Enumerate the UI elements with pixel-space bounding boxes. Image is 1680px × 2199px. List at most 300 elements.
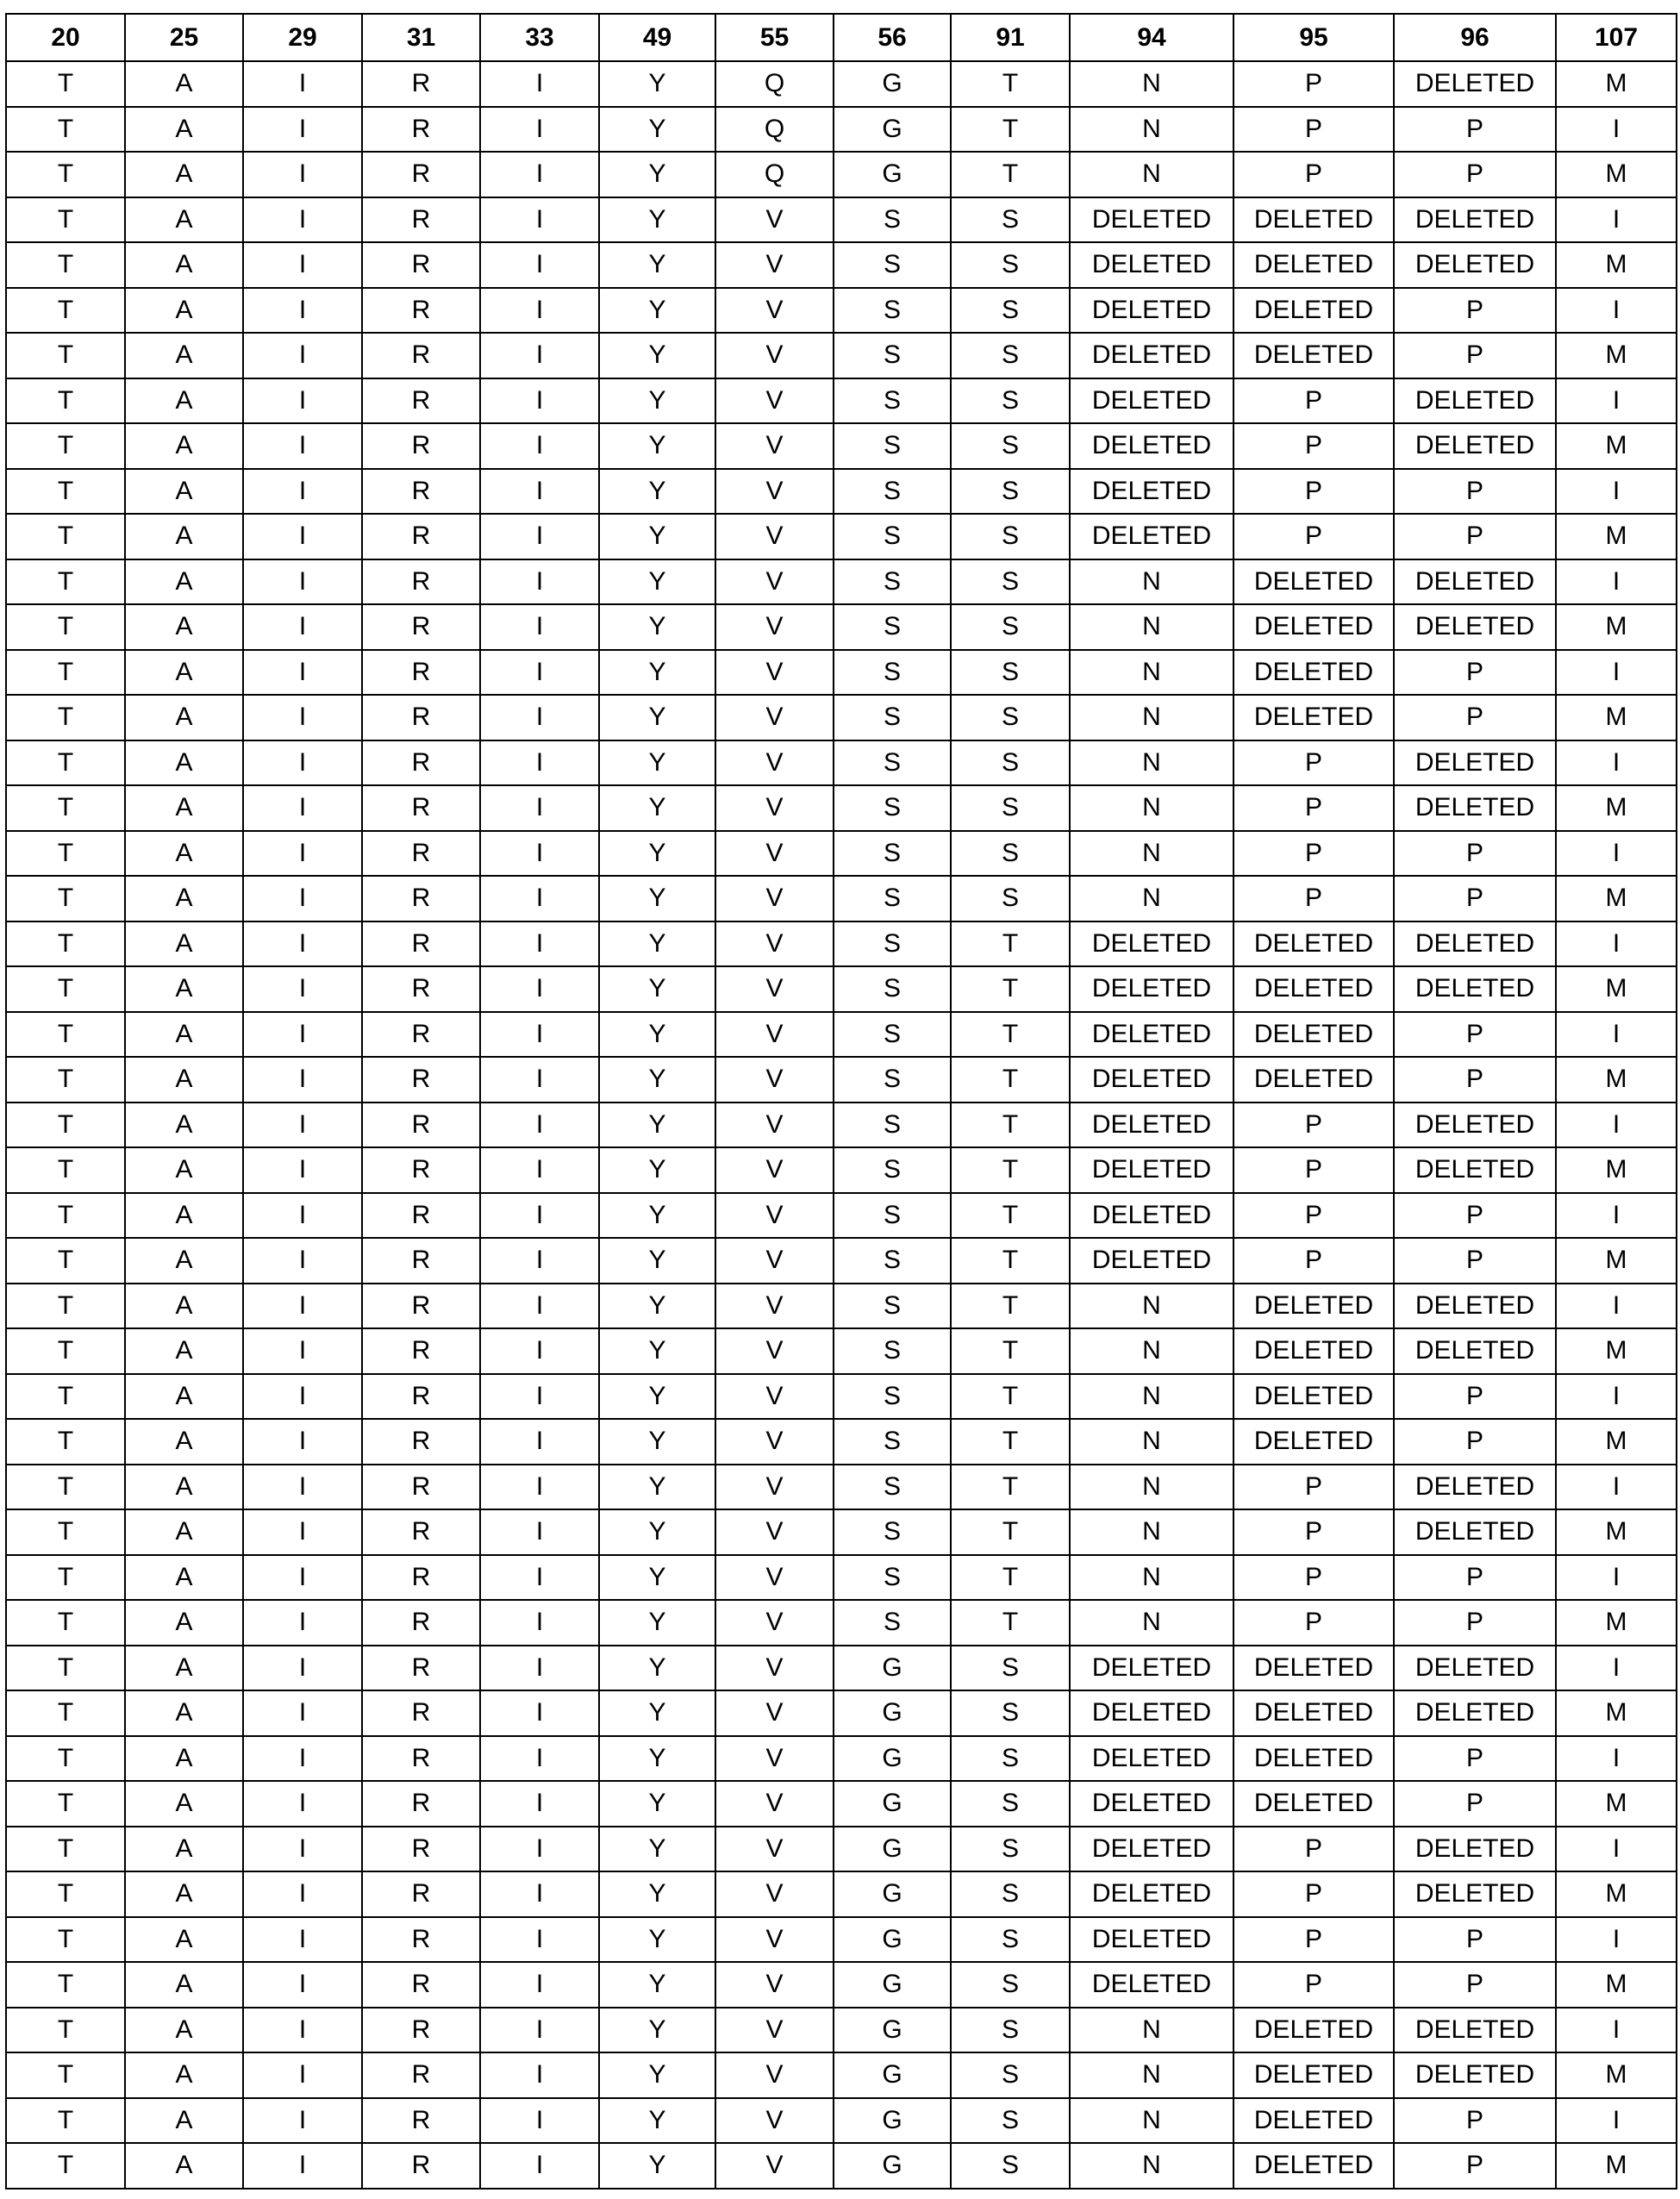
table-cell: R: [362, 514, 480, 559]
table-cell: A: [125, 1827, 243, 1872]
table-cell: P: [1394, 1736, 1556, 1782]
table-cell: I: [243, 423, 362, 469]
table-cell: P: [1233, 1238, 1394, 1284]
table-cell: A: [125, 966, 243, 1012]
table-cell: S: [951, 469, 1070, 515]
table-cell: T: [6, 1012, 125, 1058]
table-cell: A: [125, 333, 243, 378]
table-cell: A: [125, 242, 243, 288]
table-cell: V: [715, 1193, 834, 1239]
table-cell: V: [715, 740, 834, 786]
table-cell: G: [834, 1827, 951, 1872]
table-cell: DELETED: [1070, 1193, 1233, 1239]
table-cell: I: [243, 1781, 362, 1827]
table-cell: Y: [599, 1509, 715, 1555]
table-cell: I: [243, 1827, 362, 1872]
table-row: [6, 1238, 1677, 1284]
table-cell: DELETED: [1070, 423, 1233, 469]
table-row: [6, 876, 1677, 921]
column-header: 91: [951, 14, 1070, 61]
table-cell: P: [1394, 1962, 1556, 2008]
table-cell: S: [834, 469, 951, 515]
table-cell: DELETED: [1233, 1374, 1394, 1420]
table-cell: I: [480, 152, 599, 197]
table-cell: T: [6, 1646, 125, 1691]
table-cell: I: [480, 695, 599, 740]
table-cell: T: [6, 197, 125, 243]
table-row: [6, 152, 1677, 197]
table-cell: I: [480, 1781, 599, 1827]
table-cell: Y: [599, 876, 715, 921]
table-cell: I: [480, 242, 599, 288]
table-cell: S: [951, 333, 1070, 378]
table-cell: Y: [599, 2008, 715, 2053]
table-cell: I: [1556, 107, 1677, 153]
table-cell: T: [951, 1103, 1070, 1148]
table-cell: P: [1394, 831, 1556, 877]
table-cell: S: [834, 1238, 951, 1284]
table-cell: I: [243, 288, 362, 334]
table-cell: V: [715, 785, 834, 831]
table-cell: S: [834, 1147, 951, 1193]
table-cell: S: [834, 197, 951, 243]
table-cell: DELETED: [1233, 2052, 1394, 2098]
table-cell: I: [243, 966, 362, 1012]
table-cell: DELETED: [1394, 966, 1556, 1012]
table-cell: T: [6, 921, 125, 967]
column-header: 55: [715, 14, 834, 61]
table-cell: S: [951, 1690, 1070, 1736]
column-header: 95: [1233, 14, 1394, 61]
table-cell: S: [834, 242, 951, 288]
table-cell: A: [125, 921, 243, 967]
table-cell: DELETED: [1233, 288, 1394, 334]
table-cell: S: [834, 1103, 951, 1148]
table-cell: N: [1070, 831, 1233, 877]
table-cell: P: [1233, 1509, 1394, 1555]
table-cell: R: [362, 2098, 480, 2144]
table-cell: DELETED: [1070, 1012, 1233, 1058]
table-row: [6, 469, 1677, 515]
table-cell: Y: [599, 1962, 715, 2008]
table-cell: P: [1394, 333, 1556, 378]
table-row: [6, 333, 1677, 378]
table-cell: V: [715, 1827, 834, 1872]
table-cell: M: [1556, 785, 1677, 831]
table-cell: M: [1556, 1962, 1677, 2008]
table-cell: S: [951, 604, 1070, 650]
table-row: [6, 1328, 1677, 1374]
table-cell: DELETED: [1233, 197, 1394, 243]
table-cell: M: [1556, 1600, 1677, 1646]
table-cell: Y: [599, 1827, 715, 1872]
table-cell: V: [715, 695, 834, 740]
table-cell: S: [834, 1509, 951, 1555]
table-row: [6, 966, 1677, 1012]
table-cell: I: [243, 695, 362, 740]
table-cell: P: [1394, 107, 1556, 153]
table-cell: DELETED: [1233, 1646, 1394, 1691]
table-cell: V: [715, 1419, 834, 1465]
table-cell: A: [125, 876, 243, 921]
table-cell: G: [834, 1962, 951, 2008]
table-cell: DELETED: [1394, 242, 1556, 288]
table-cell: A: [125, 740, 243, 786]
table-cell: P: [1233, 1600, 1394, 1646]
table-row: [6, 1147, 1677, 1193]
table-cell: A: [125, 559, 243, 605]
table-cell: T: [6, 107, 125, 153]
table-cell: I: [1556, 197, 1677, 243]
table-cell: S: [834, 288, 951, 334]
table-row: [6, 1646, 1677, 1691]
table-cell: R: [362, 2008, 480, 2053]
table-cell: Y: [599, 1917, 715, 1963]
table-cell: DELETED: [1070, 1962, 1233, 2008]
table-row: [6, 2098, 1677, 2144]
table-cell: I: [1556, 378, 1677, 424]
table-cell: Y: [599, 333, 715, 378]
table-cell: A: [125, 1193, 243, 1239]
table-cell: Y: [599, 785, 715, 831]
table-cell: I: [480, 1917, 599, 1963]
table-cell: T: [6, 2008, 125, 2053]
table-cell: R: [362, 1600, 480, 1646]
table-cell: G: [834, 107, 951, 153]
table-cell: V: [715, 876, 834, 921]
table-cell: A: [125, 1962, 243, 2008]
table-cell: I: [1556, 1193, 1677, 1239]
table-cell: P: [1394, 1917, 1556, 1963]
table-cell: A: [125, 604, 243, 650]
table-cell: N: [1070, 61, 1233, 107]
table-cell: I: [1556, 1555, 1677, 1601]
table-cell: V: [715, 1646, 834, 1691]
table-cell: DELETED: [1070, 197, 1233, 243]
table-cell: P: [1233, 152, 1394, 197]
table-cell: I: [480, 650, 599, 696]
table-cell: P: [1233, 469, 1394, 515]
table-cell: R: [362, 1374, 480, 1420]
table-cell: I: [243, 921, 362, 967]
table-cell: DELETED: [1070, 1646, 1233, 1691]
table-cell: T: [6, 1193, 125, 1239]
table-cell: I: [243, 831, 362, 877]
table-cell: A: [125, 1374, 243, 1420]
table-cell: S: [951, 378, 1070, 424]
table-cell: T: [6, 1374, 125, 1420]
table-cell: S: [951, 1871, 1070, 1917]
table-cell: DELETED: [1070, 921, 1233, 967]
table-cell: I: [243, 785, 362, 831]
table-cell: N: [1070, 2143, 1233, 2189]
table-cell: R: [362, 921, 480, 967]
table-cell: G: [834, 61, 951, 107]
table-cell: I: [243, 1690, 362, 1736]
table-cell: M: [1556, 1147, 1677, 1193]
table-cell: N: [1070, 785, 1233, 831]
table-cell: S: [951, 514, 1070, 559]
table-cell: DELETED: [1233, 559, 1394, 605]
table-cell: DELETED: [1394, 2008, 1556, 2053]
table-cell: V: [715, 242, 834, 288]
table-cell: Y: [599, 2143, 715, 2189]
table-cell: S: [951, 785, 1070, 831]
table-cell: DELETED: [1070, 1103, 1233, 1148]
table-cell: I: [243, 2052, 362, 2098]
table-cell: R: [362, 1419, 480, 1465]
table-cell: T: [6, 378, 125, 424]
table-cell: DELETED: [1394, 1690, 1556, 1736]
table-cell: I: [480, 378, 599, 424]
table-cell: T: [951, 921, 1070, 967]
table-cell: P: [1394, 2143, 1556, 2189]
table-cell: A: [125, 469, 243, 515]
table-cell: S: [834, 695, 951, 740]
table-cell: Y: [599, 1012, 715, 1058]
table-cell: R: [362, 740, 480, 786]
table-cell: DELETED: [1070, 1781, 1233, 1827]
header-row: [6, 14, 1677, 61]
table-cell: M: [1556, 1238, 1677, 1284]
table-cell: I: [480, 1827, 599, 1872]
table-cell: T: [951, 1012, 1070, 1058]
table-cell: S: [834, 514, 951, 559]
table-cell: N: [1070, 1284, 1233, 1329]
table-cell: R: [362, 152, 480, 197]
table-cell: I: [480, 2008, 599, 2053]
table-cell: S: [834, 378, 951, 424]
table-cell: DELETED: [1394, 1646, 1556, 1691]
table-cell: I: [243, 1147, 362, 1193]
table-cell: DELETED: [1070, 1690, 1233, 1736]
table-cell: I: [480, 423, 599, 469]
table-cell: DELETED: [1394, 1509, 1556, 1555]
table-cell: I: [1556, 1827, 1677, 1872]
table-cell: I: [480, 1646, 599, 1691]
table-cell: A: [125, 61, 243, 107]
table-cell: T: [951, 107, 1070, 153]
table-cell: I: [243, 333, 362, 378]
table-cell: S: [834, 1419, 951, 1465]
table-cell: S: [951, 1736, 1070, 1782]
table-cell: T: [951, 1555, 1070, 1601]
table-cell: I: [480, 107, 599, 153]
table-cell: Y: [599, 831, 715, 877]
table-cell: A: [125, 378, 243, 424]
table-cell: I: [243, 1600, 362, 1646]
table-row: [6, 1781, 1677, 1827]
table-cell: G: [834, 1871, 951, 1917]
table-cell: T: [951, 1374, 1070, 1420]
table-cell: I: [243, 469, 362, 515]
table-cell: DELETED: [1233, 1284, 1394, 1329]
table-cell: S: [951, 242, 1070, 288]
table-cell: Y: [599, 1057, 715, 1103]
table-row: [6, 1555, 1677, 1601]
table-cell: DELETED: [1070, 242, 1233, 288]
table-cell: S: [834, 966, 951, 1012]
table-cell: R: [362, 61, 480, 107]
table-cell: I: [243, 1555, 362, 1601]
table-cell: V: [715, 1600, 834, 1646]
table-cell: P: [1233, 1147, 1394, 1193]
table-cell: Y: [599, 1147, 715, 1193]
table-cell: A: [125, 1600, 243, 1646]
table-cell: I: [243, 152, 362, 197]
table-cell: DELETED: [1070, 966, 1233, 1012]
table-cell: DELETED: [1233, 966, 1394, 1012]
table-cell: A: [125, 650, 243, 696]
table-cell: T: [6, 152, 125, 197]
table-cell: P: [1394, 650, 1556, 696]
table-cell: A: [125, 831, 243, 877]
table-cell: P: [1233, 876, 1394, 921]
table-cell: I: [1556, 1917, 1677, 1963]
column-header: 107: [1556, 14, 1677, 61]
table-cell: V: [715, 1147, 834, 1193]
table-cell: S: [834, 785, 951, 831]
table-cell: I: [480, 1374, 599, 1420]
table-cell: S: [951, 1962, 1070, 2008]
table-cell: P: [1394, 514, 1556, 559]
table-cell: I: [243, 1646, 362, 1691]
table-row: [6, 242, 1677, 288]
table-cell: T: [6, 1555, 125, 1601]
table-cell: G: [834, 1736, 951, 1782]
table-cell: T: [6, 2143, 125, 2189]
table-cell: S: [951, 2098, 1070, 2144]
column-header: 31: [362, 14, 480, 61]
table-cell: DELETED: [1070, 1736, 1233, 1782]
table-cell: P: [1233, 107, 1394, 153]
table-cell: R: [362, 1103, 480, 1148]
table-cell: P: [1394, 1555, 1556, 1601]
table-cell: I: [480, 1057, 599, 1103]
table-cell: I: [243, 1057, 362, 1103]
table-row: [6, 1284, 1677, 1329]
table-cell: I: [480, 1690, 599, 1736]
table-cell: S: [951, 2143, 1070, 2189]
table-cell: S: [951, 695, 1070, 740]
table-cell: P: [1233, 423, 1394, 469]
table-cell: S: [834, 604, 951, 650]
table-cell: T: [6, 1962, 125, 2008]
table-cell: S: [834, 1465, 951, 1510]
table-cell: T: [951, 1147, 1070, 1193]
table-cell: DELETED: [1233, 242, 1394, 288]
table-cell: S: [951, 2052, 1070, 2098]
table-cell: V: [715, 2143, 834, 2189]
table-cell: V: [715, 1328, 834, 1374]
table-cell: S: [834, 333, 951, 378]
table-cell: P: [1394, 469, 1556, 515]
table-cell: I: [1556, 1103, 1677, 1148]
table-cell: I: [243, 1238, 362, 1284]
table-cell: V: [715, 831, 834, 877]
table-cell: I: [480, 2143, 599, 2189]
table-cell: T: [6, 1238, 125, 1284]
table-cell: I: [1556, 2098, 1677, 2144]
table-row: [6, 197, 1677, 243]
table-cell: M: [1556, 423, 1677, 469]
table-cell: DELETED: [1233, 2008, 1394, 2053]
table-cell: S: [834, 1193, 951, 1239]
table-cell: DELETED: [1394, 61, 1556, 107]
table-cell: DELETED: [1233, 1057, 1394, 1103]
table-cell: I: [1556, 1646, 1677, 1691]
table-cell: I: [1556, 831, 1677, 877]
table-cell: A: [125, 514, 243, 559]
table-cell: N: [1070, 1465, 1233, 1510]
table-cell: S: [951, 1646, 1070, 1691]
table-cell: T: [6, 785, 125, 831]
table-cell: R: [362, 1057, 480, 1103]
table-cell: S: [951, 559, 1070, 605]
table-cell: P: [1233, 1962, 1394, 2008]
table-cell: R: [362, 1827, 480, 1872]
table-cell: T: [6, 2098, 125, 2144]
table-cell: T: [6, 1917, 125, 1963]
table-cell: DELETED: [1394, 197, 1556, 243]
table-cell: V: [715, 1465, 834, 1510]
table-cell: R: [362, 2052, 480, 2098]
mutation-table: [5, 13, 1677, 2190]
table-cell: I: [243, 740, 362, 786]
table-cell: A: [125, 2143, 243, 2189]
table-cell: G: [834, 1917, 951, 1963]
table-cell: I: [480, 921, 599, 967]
table-cell: N: [1070, 107, 1233, 153]
table-cell: I: [1556, 650, 1677, 696]
table-cell: Y: [599, 514, 715, 559]
table-cell: V: [715, 2098, 834, 2144]
table-row: [6, 107, 1677, 153]
table-cell: DELETED: [1070, 288, 1233, 334]
table-cell: R: [362, 1690, 480, 1736]
column-header: 94: [1070, 14, 1233, 61]
table-cell: A: [125, 1917, 243, 1963]
table-cell: I: [480, 1555, 599, 1601]
table-cell: M: [1556, 695, 1677, 740]
table-cell: I: [243, 2008, 362, 2053]
table-cell: N: [1070, 604, 1233, 650]
table-cell: T: [951, 1328, 1070, 1374]
table-cell: I: [243, 1012, 362, 1058]
table-cell: T: [951, 1509, 1070, 1555]
table-cell: V: [715, 288, 834, 334]
table-cell: I: [1556, 740, 1677, 786]
table-cell: I: [243, 1736, 362, 1782]
table-cell: I: [480, 1419, 599, 1465]
table-cell: S: [951, 876, 1070, 921]
table-cell: Y: [599, 1646, 715, 1691]
table-cell: DELETED: [1233, 1690, 1394, 1736]
table-cell: DELETED: [1233, 2143, 1394, 2189]
table-cell: V: [715, 1917, 834, 1963]
table-cell: P: [1394, 288, 1556, 334]
table-cell: S: [951, 1781, 1070, 1827]
table-cell: T: [6, 1328, 125, 1374]
table-cell: I: [480, 831, 599, 877]
table-cell: G: [834, 1781, 951, 1827]
table-cell: R: [362, 1238, 480, 1284]
table-cell: Y: [599, 1284, 715, 1329]
table-cell: N: [1070, 650, 1233, 696]
table-cell: N: [1070, 1555, 1233, 1601]
table-cell: A: [125, 2008, 243, 2053]
table-cell: Y: [599, 1328, 715, 1374]
